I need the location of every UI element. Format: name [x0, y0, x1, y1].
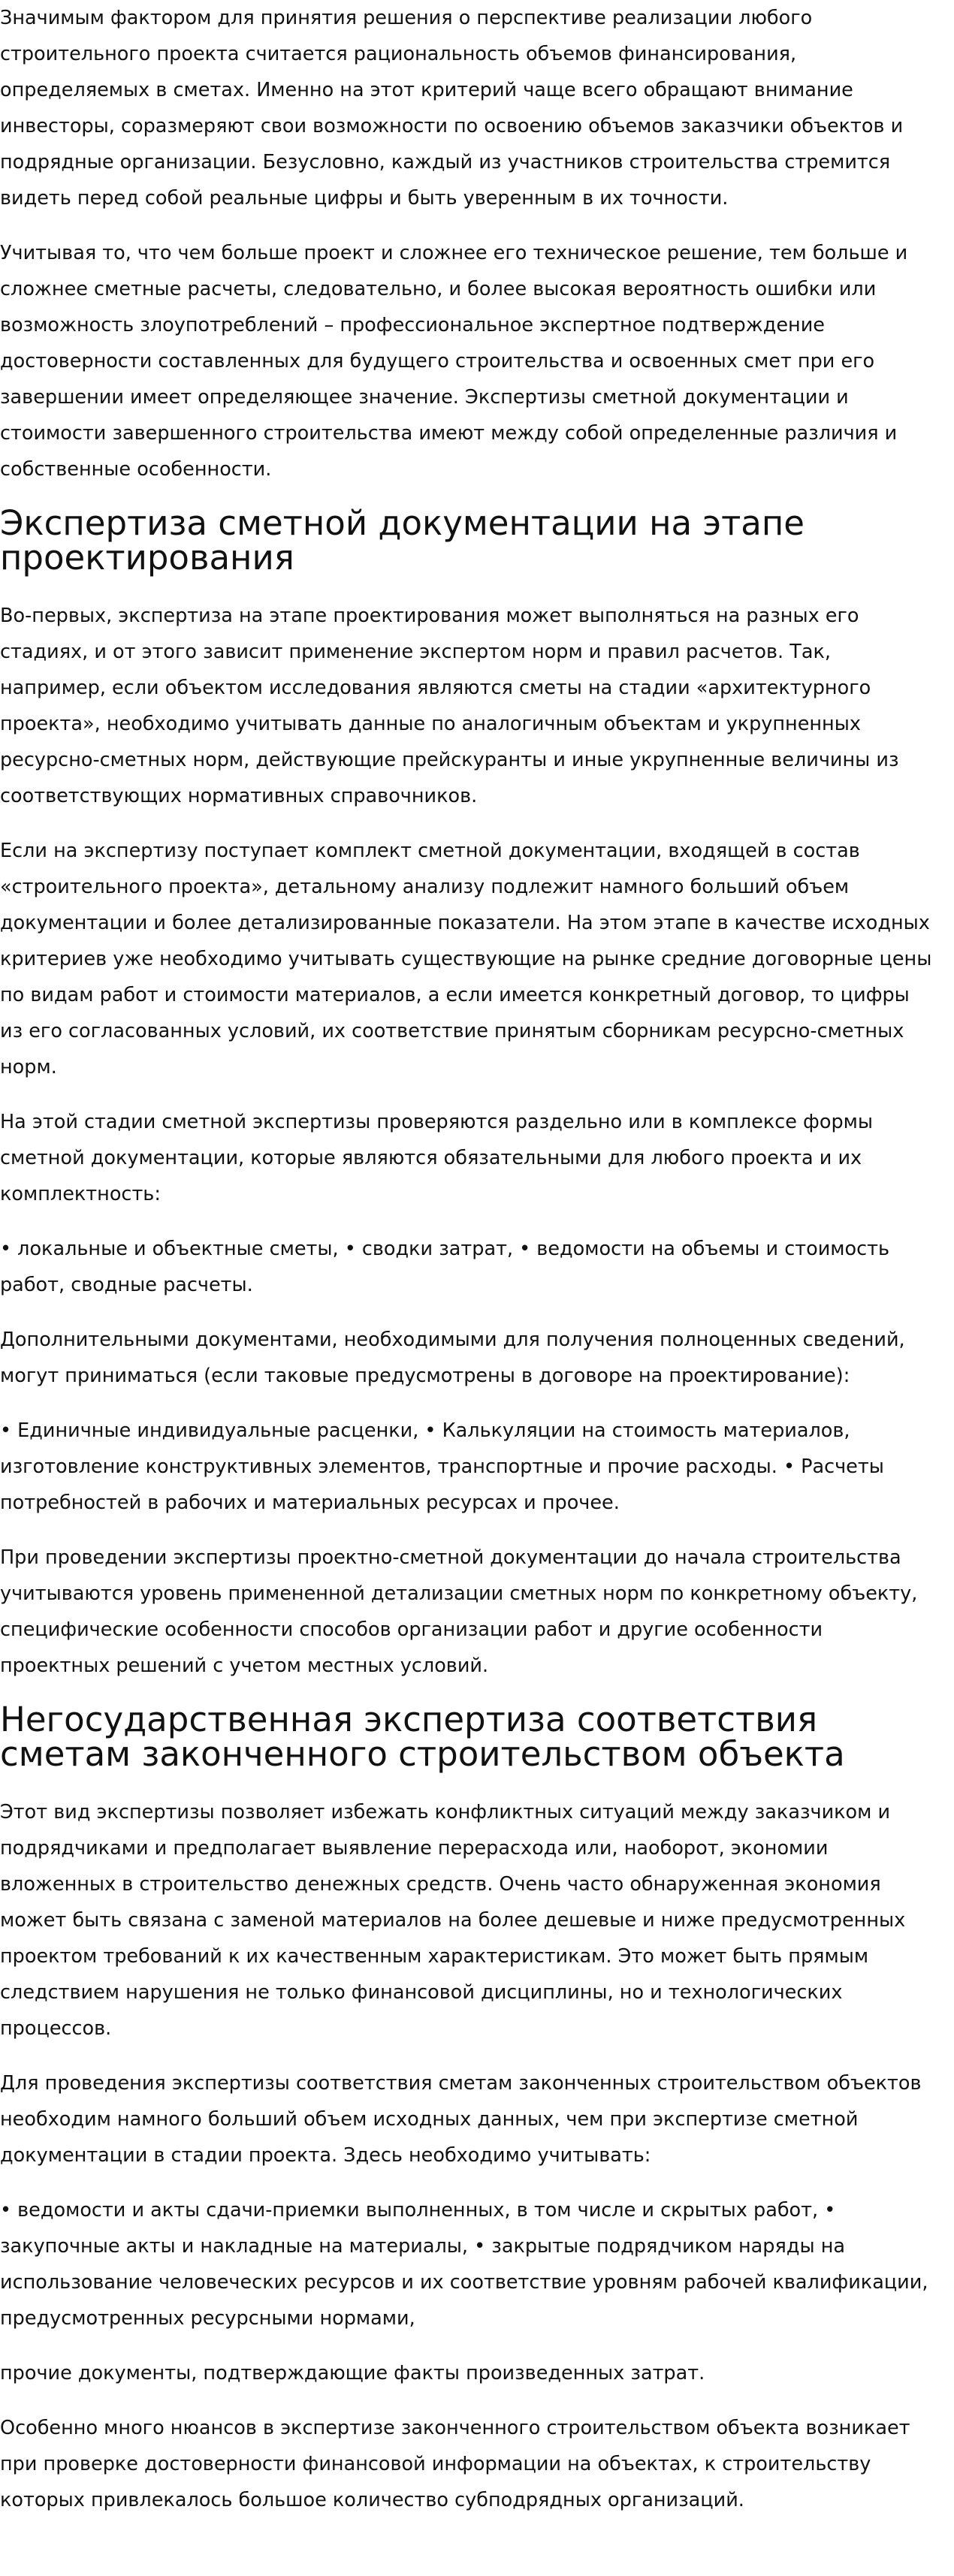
section-heading-estimate-design: [0, 503, 939, 578]
text-line: проектом требований к их качественным характеристикам. Это может быть прямым: [0, 1945, 869, 1968]
text-line: • ведомости и акты сдачи-приемки выполненных, в том числе и скрытых работ, •: [0, 2199, 836, 2222]
text-line: «строительного проекта», детальному анализу подлежит намного больший объем: [0, 876, 850, 898]
text-line: процессов.: [0, 2017, 112, 2040]
text-line: Особенно много нюансов в экспертизе законченного строительством объекта возникает: [0, 2417, 910, 2439]
text-line: При проведении экспертизы проектно-сметной документации до начала строительства: [0, 1546, 901, 1569]
section2-paragraph-2: [0, 2065, 948, 2173]
text-line: комплектность:: [0, 1183, 161, 1205]
text-line: • Единичные индивидуальные расценки, • Калькуляции на стоимость материалов,: [0, 1419, 850, 1442]
section-heading-completed-construction: [0, 1700, 939, 1774]
text-line: норм.: [0, 1056, 57, 1078]
intro-paragraph-2: [0, 235, 948, 487]
text-line: специфические особенности способов организации работ и другие особенности: [0, 1618, 823, 1641]
text-line: сметной документации, которые являются обязательными для любого проекта и их: [0, 1147, 862, 1169]
intro-paragraph-1: [0, 0, 948, 216]
text-line: • локальные и объектные сметы, • сводки затрат, • ведомости на объемы и стоимость: [0, 1238, 890, 1260]
text-line: Учитывая то, что чем больше проект и сложнее его техническое решение, тем больше и: [0, 242, 908, 264]
section1-list-required-docs: [0, 1231, 948, 1303]
text-line: Для проведения экспертизы соответствия сметам законченных строительством объектов: [0, 2072, 922, 2095]
section1-list-additional-docs: [0, 1413, 948, 1521]
text-line: Этот вид экспертизы позволяет избежать конфликтных ситуаций между заказчиком и: [0, 1801, 891, 1823]
section2-paragraph-5: [0, 2410, 948, 2518]
text-line: работ, сводные расчеты.: [0, 1274, 253, 1296]
text-line: Если на экспертизу поступает комплект сметной документации, входящей в состав: [0, 840, 860, 862]
text-line: На этой стадии сметной экспертизы проверяются раздельно или в комплексе формы: [0, 1111, 874, 1133]
text-line: Значимым фактором для принятия решения о перспективе реализации любого: [0, 7, 813, 29]
text-line: достоверности составленных для будущего строительства и освоенных смет при его: [0, 350, 875, 373]
text-line: стоимости завершенного строительства имеют между собой определенные различия и: [0, 422, 898, 445]
section2-paragraph-4: [0, 2355, 948, 2391]
text-line: вложенных в строительство денежных средств. Очень часто обнаруженная экономия: [0, 1873, 881, 1896]
text-line: ресурсно-сметных норм, действующие прейскуранты и иные укрупненные величины из: [0, 749, 899, 771]
section1-paragraph-7: [0, 1540, 948, 1684]
text-line: учитываются уровень примененной детализации сметных норм по конкретному объекту,: [0, 1582, 918, 1605]
section2-paragraph-1: [0, 1794, 948, 2047]
text-line: проекта», необходимо учитывать данные по аналогичным объектам и укрупненных: [0, 713, 861, 735]
text-line: возможность злоупотреблений – профессиональное экспертное подтверждение: [0, 314, 825, 336]
text-line: завершении имеет определяющее значение. Экспертизы сметной документации и: [0, 386, 849, 409]
heading-line: сметам законченного строительством объекта: [0, 1734, 845, 1774]
text-line: использование человеческих ресурсов и их соответствие уровням рабочей квалификации,: [0, 2271, 928, 2294]
section1-paragraph-3: [0, 1104, 948, 1212]
text-line: стадиях, и от этого зависит применение экспертом норм и правил расчетов. Так,: [0, 641, 831, 663]
heading-line: проектирования: [0, 538, 294, 578]
text-line: соответствующих нормативных справочников.: [0, 785, 478, 807]
text-line: видеть перед собой реальные цифры и быть уверенным в их точности.: [0, 187, 729, 210]
text-line: при проверке достоверности финансовой информации на объектах, к строительству: [0, 2453, 871, 2475]
text-line: инвесторы, соразмеряют свои возможности по освоению объемов заказчики объектов и: [0, 115, 904, 137]
section2-list-source-docs: [0, 2192, 948, 2336]
section1-paragraph-1: [0, 598, 948, 814]
text-line: изготовление конструктивных элементов, транспортные и прочие расходы. • Расчеты: [0, 1455, 884, 1478]
text-line: потребностей в рабочих и материальных ресурсах и прочее.: [0, 1492, 620, 1514]
text-line: может быть связана с заменой материалов на более дешевые и ниже предусмотренных: [0, 1909, 906, 1932]
text-line: следствием нарушения не только финансовой дисциплины, но и технологических: [0, 1981, 843, 2004]
text-line: сложнее сметные расчеты, следовательно, и более высокая вероятность ошибки или: [0, 278, 877, 300]
section1-paragraph-2: [0, 833, 948, 1085]
text-line: критериев уже необходимо учитывать существующие на рынке средние договорные цены: [0, 948, 932, 970]
text-line: предусмотренных ресурсными нормами,: [0, 2307, 415, 2330]
text-line: которых привлекалось большое количество субподрядных организаций.: [0, 2489, 744, 2511]
text-line: подрядные организации. Безусловно, каждый из участников строительства стремится: [0, 151, 891, 173]
section1-paragraph-5: [0, 1322, 948, 1394]
text-line: документации и более детализированные показатели. На этом этапе в качестве исходных: [0, 912, 930, 934]
text-line: подрядчиками и предполагает выявление перерасхода или, наоборот, экономии: [0, 1837, 829, 1860]
text-line: закупочные акты и накладные на материалы, • закрытые подрядчиком наряды на: [0, 2235, 845, 2258]
text-line: документации в стадии проекта. Здесь необходимо учитывать:: [0, 2144, 651, 2167]
text-line: проектных решений с учетом местных условий.: [0, 1654, 489, 1677]
text-line: необходим намного больший объем исходных данных, чем при экспертизе сметной: [0, 2108, 859, 2131]
text-line: определяемых в сметах. Именно на этот критерий чаще всего обращают внимание: [0, 79, 853, 101]
text-line: Дополнительными документами, необходимыми для получения полноценных сведений,: [0, 1329, 905, 1351]
text-line: собственные особенности.: [0, 458, 272, 481]
text-line: Во-первых, экспертиза на этапе проектирования может выполняться на разных его: [0, 605, 859, 627]
text-line: по видам работ и стоимости материалов, а если имеется конкретный договор, то цифры: [0, 984, 910, 1006]
text-line: строительного проекта считается рациональность объемов финансирования,: [0, 43, 797, 65]
text-line: могут приниматься (если таковые предусмотрены в договоре на проектирование):: [0, 1365, 850, 1387]
text-line: например, если объектом исследования являются сметы на стадии «архитектурного: [0, 677, 871, 699]
heading-line: Экспертиза сметной документации на этапе: [0, 503, 805, 543]
text-line: прочие документы, подтверждающие факты произведенных затрат.: [0, 2362, 705, 2384]
text-line: из его согласованных условий, их соответствие принятым сборникам ресурсно-сметных: [0, 1020, 904, 1042]
heading-line: Негосударственная экспертиза соответствия: [0, 1700, 818, 1739]
